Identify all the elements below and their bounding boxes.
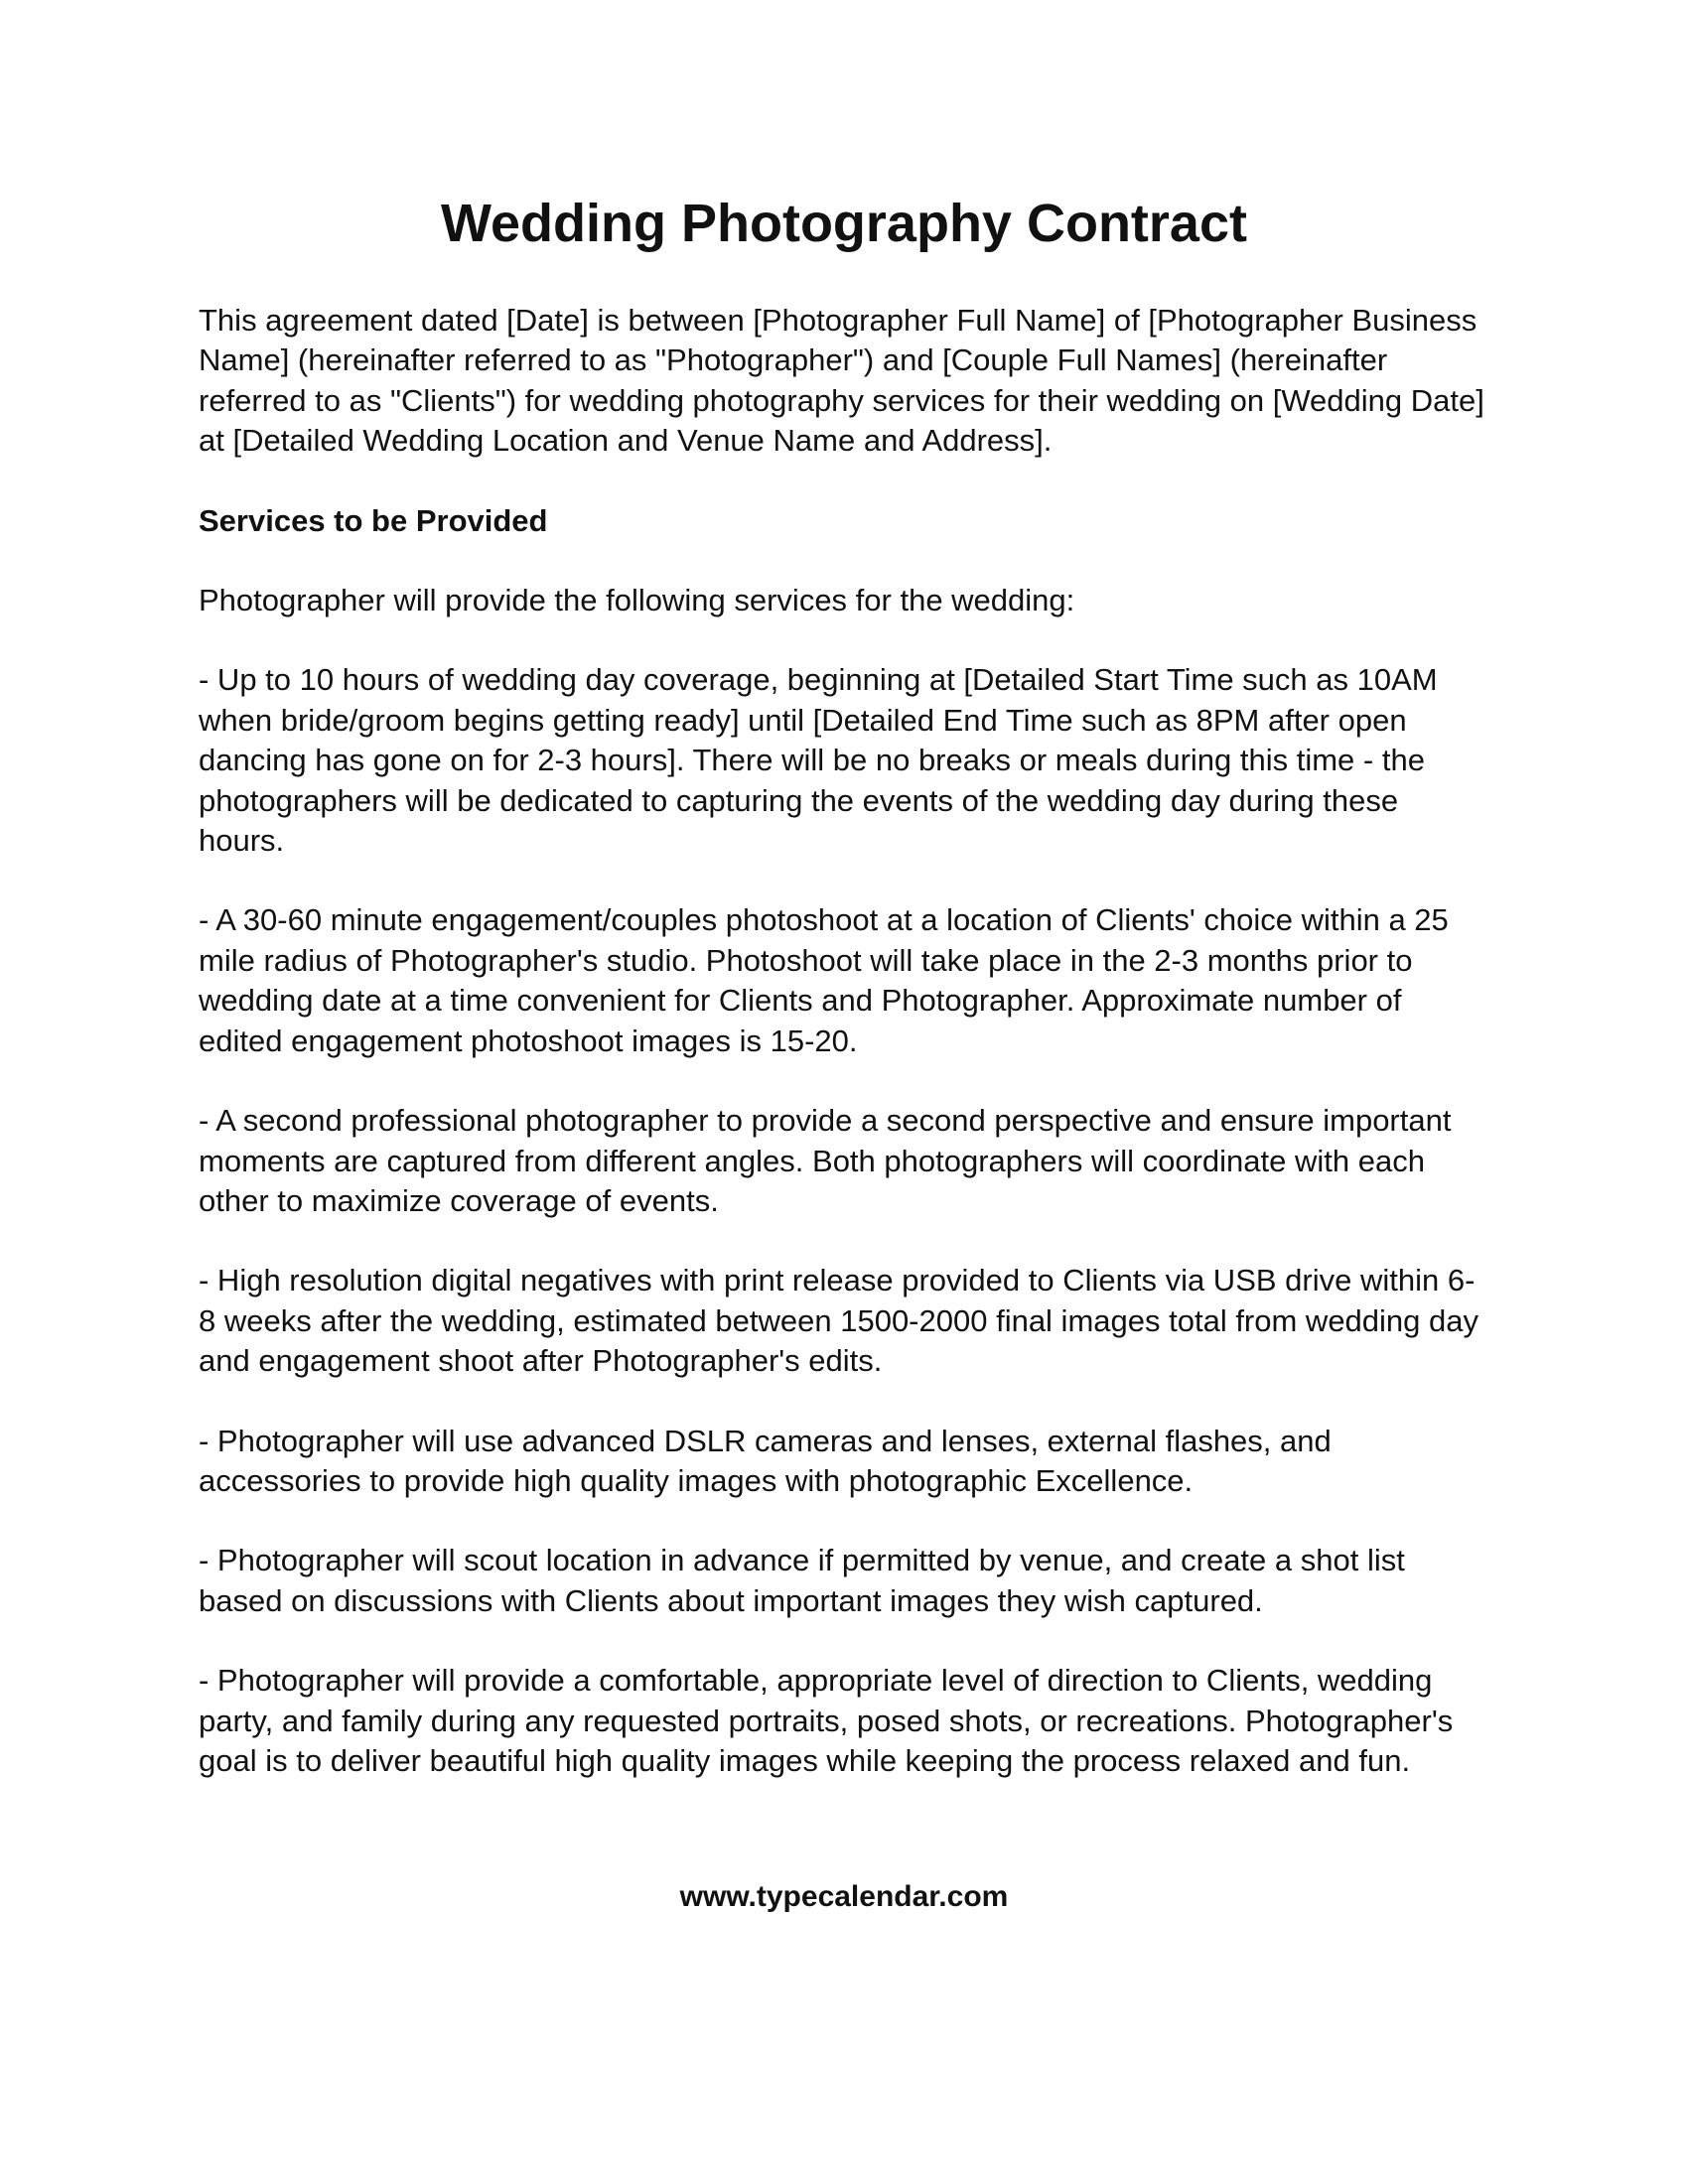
document-body: [199, 301, 1489, 1821]
section-heading: Services to be Provided: [199, 502, 548, 538]
service-item: - Up to 10 hours of wedding day coverage, beginning at [Detailed Start Time such as 10AM when bride/groom begins getting ready] until [Detailed End Time such as 8PM after open dancing has gone on for 2-3 hours]. There will be no breaks or meals during this time - the photographers will be dedicated to capturing the events of the wedding day during these hours.: [199, 662, 1438, 859]
footer-website: www.typecalendar.com: [679, 1880, 1009, 1913]
service-item: - Photographer will provide a comfortable, appropriate level of direction to Clients, wedding party, and family during any requested portraits, posed shots, or recreations. Photographer's goal is to deliver beautiful high quality images while keeping the process relaxed and fun.: [199, 1663, 1454, 1778]
service-item: - Photographer will use advanced DSLR cameras and lenses, external flashes, and accessories to provide high quality images with photographic Excellence.: [199, 1423, 1332, 1498]
service-item: - A second professional photographer to provide a second perspective and ensure important moments are captured from different angles. Both photographers will coordinate with each other to maximize coverage of events.: [199, 1103, 1452, 1218]
service-item: - A 30-60 minute engagement/couples photoshoot at a location of Clients' choice within a 25 mile radius of Photographer's studio. Photoshoot will take place in the 2-3 months prior to wedding date at a time convenient for Clients and Photographer. Approximate number of edited engagement photoshoot images is 15-20.: [199, 902, 1449, 1058]
service-item: - Photographer will scout location in advance if permitted by venue, and create a shot list based on discussions with Clients about important images they wish captured.: [199, 1543, 1405, 1618]
section-lead-paragraph: Photographer will provide the following services for the wedding:: [199, 583, 1075, 618]
document-title: Wedding Photography Contract: [441, 194, 1247, 253]
intro-paragraph: This agreement dated [Date] is between [Photographer Full Name] of [Photographer Business Name] (hereinafter referred to as "Photographer") and [Couple Full Names] (hereinafter referred to as "Clients") for wedding photography services for their wedding on [Wedding Date] at [Detailed Wedding Location and Venue Name and Address].: [199, 303, 1484, 459]
service-item: - High resolution digital negatives with print release provided to Clients via USB drive within 6-8 weeks after the wedding, estimated between 1500-2000 final images total from wedding day and engagement shoot after Photographer's edits.: [199, 1263, 1478, 1379]
